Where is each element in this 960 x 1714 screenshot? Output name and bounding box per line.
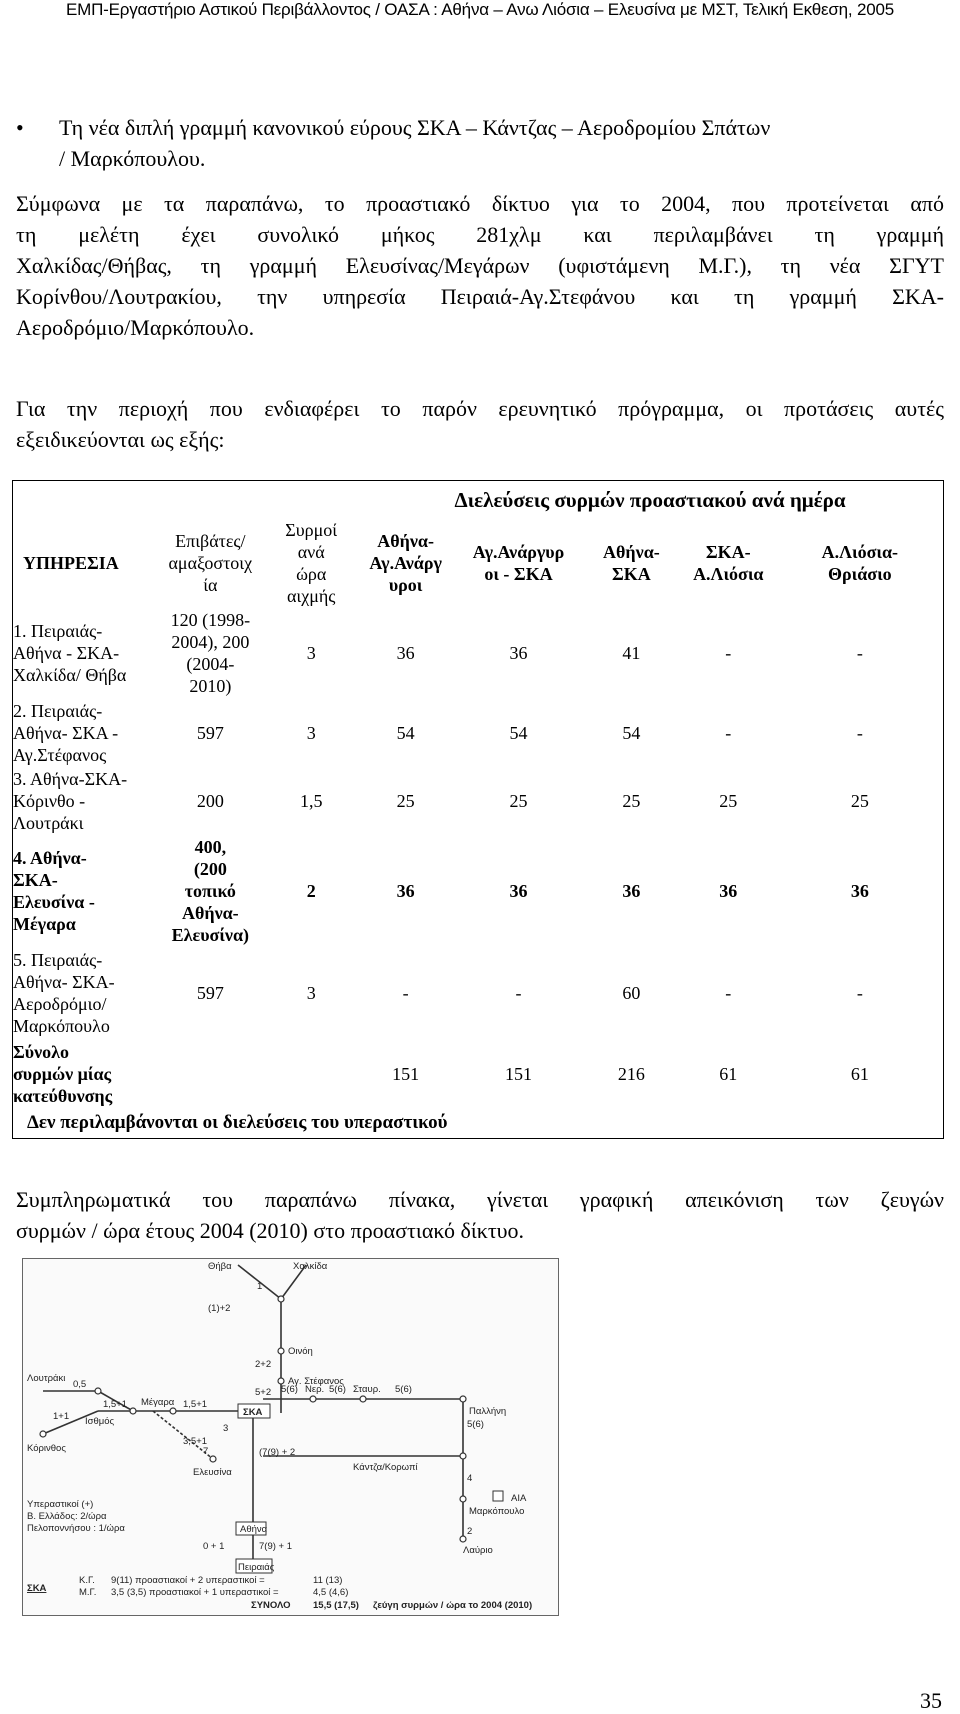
legend-c: 4,5 (4,6) <box>313 1587 349 1598</box>
station-label: Ελευσίνα <box>193 1467 232 1478</box>
bullet-line: / Μαρκόπουλου. <box>59 146 206 171</box>
legend-b: ΣΥΝΟΛΟ <box>251 1600 291 1611</box>
value-cell: - <box>856 722 863 743</box>
value-cell: 60 <box>622 982 641 1003</box>
services-table <box>12 480 944 1139</box>
station-label: ΣΚΑ <box>243 1407 263 1418</box>
header-aganargyroi-ska: Αγ.Ανάργυρ οι - ΣΚΑ <box>472 541 565 584</box>
total-label: Σύνολο συρμών μίας κατεύθυνσης <box>13 1041 113 1106</box>
station-label: Θήβα <box>208 1261 232 1272</box>
value-cell: 36 <box>622 880 641 901</box>
freq-label: 5(6) <box>395 1384 412 1395</box>
paragraph-line: Σύμφωνα με τα παραπάνω, το προαστιακό δίκτυο για το 2004, που προτείνεται από <box>16 191 944 216</box>
station-label: Κόρινθος <box>27 1443 66 1454</box>
service-cell: 1. Πειραιάς- Αθήνα - ΣΚΑ- Χαλκίδα/ Θήβα <box>13 620 127 685</box>
legend-line: Β. Ελλάδος: 2/ώρα <box>27 1511 107 1522</box>
value-cell: - <box>725 982 732 1003</box>
table-row <box>13 835 944 947</box>
value-cell: 36 <box>396 642 415 663</box>
header-passengers: Επιβάτες/ αμαξοστοιχ ία <box>168 530 253 595</box>
value-cell: - <box>725 642 732 663</box>
value-cell: 36 <box>509 880 528 901</box>
station-label: Σταυρ. <box>353 1384 381 1395</box>
freq-label: 4 <box>467 1473 473 1484</box>
value-cell: 36 <box>850 880 869 901</box>
page-header: ΕΜΠ-Εργαστήριο Αστικού Περιβάλλοντος / ΟΑΣΑ : Αθήνα – Ανω Λιόσια – Ελευσίνα με ΜΣΤ, Τελική Εκθεση, 2005 <box>65 0 894 19</box>
freq-label: 1,5+1 <box>183 1399 208 1410</box>
trains-cell: 3 <box>306 722 316 743</box>
legend-c: 11 (13) <box>313 1575 343 1586</box>
value-cell: - <box>856 642 863 663</box>
header-athina-ska: Αθήνα- ΣΚΑ <box>603 541 660 584</box>
header-athina-aganargyroi: Αθήνα- Αγ.Ανάργ υροι <box>369 530 442 595</box>
service-cell: 4. Αθήνα- ΣΚΑ- Ελευσίνα - Μέγαρα <box>13 847 95 934</box>
freq-label: 3 <box>223 1423 229 1434</box>
legend-b: 3,5 (3,5) προαστιακοί + 1 υπεραστικοί = <box>111 1587 279 1598</box>
group-header: Διελεύσεις συρμών προαστιακού ανά ημέρα <box>454 487 846 512</box>
value-cell: 25 <box>850 790 869 811</box>
bullet-symbol: • <box>16 115 24 140</box>
header-trains: Συρμοί ανά ώρα αιχμής <box>285 519 338 606</box>
value-cell: 41 <box>622 642 641 663</box>
station-label: Λουτράκι <box>27 1373 66 1384</box>
station-label: Μαρκόπουλο <box>469 1506 525 1517</box>
station-label: Αθήνα <box>240 1524 268 1535</box>
value-cell: - <box>515 982 522 1003</box>
value-cell: 25 <box>509 790 528 811</box>
page-number: 35 <box>920 1688 942 1713</box>
total-cell: 216 <box>617 1063 645 1084</box>
freq-label: 3,5+1 <box>183 1436 208 1447</box>
freq-label: (7(9) + 2 <box>259 1447 296 1458</box>
paragraph-line: Για την περιοχή που ενδιαφέρει το παρόν ερευνητικό πρόγραμμα, οι προτάσεις αυτές <box>16 396 944 421</box>
station-label: Κάντζα/Κορωπί <box>353 1462 418 1473</box>
paragraph-line: Αεροδρόμιο/Μαρκόπουλο. <box>16 315 255 340</box>
legend-d: ζεύγη συρμών / ώρα το 2004 (2010) <box>373 1600 533 1611</box>
value-cell: - <box>856 982 863 1003</box>
service-cell: 3. Αθήνα-ΣΚΑ- Κόρινθο - Λουτράκι <box>13 768 128 833</box>
freq-label: 1,5+1 <box>103 1399 128 1410</box>
trains-cell: 3 <box>306 642 316 663</box>
paragraph-region <box>16 393 944 455</box>
station-label: Ισθμός <box>85 1416 115 1427</box>
freq-label: 5(6) <box>281 1384 298 1395</box>
table-note: Δεν περιλαμβάνονται οι διελεύσεις του υπεραστικού <box>27 1112 448 1134</box>
paragraph-line: εξειδικεύονται ως εξής: <box>16 427 225 452</box>
table-row <box>13 767 944 835</box>
passengers-cell: 597 <box>196 982 224 1003</box>
legend-line: Υπεραστικοί (+) <box>27 1499 94 1510</box>
freq-label: (1)+2 <box>208 1303 231 1314</box>
table-row <box>13 947 944 1039</box>
total-cell: 61 <box>850 1063 869 1084</box>
table-row <box>13 699 944 767</box>
paragraph-supplement <box>16 1184 944 1246</box>
freq-label: 5+2 <box>255 1387 272 1398</box>
legend-ska: ΣΚΑ <box>27 1583 47 1594</box>
legend-a: Μ.Γ. <box>79 1587 97 1598</box>
freq-label: 2+2 <box>255 1359 272 1370</box>
value-cell: 25 <box>396 790 415 811</box>
value-cell: - <box>725 722 732 743</box>
paragraph-network <box>16 188 944 343</box>
station-label: Λαύριο <box>463 1545 493 1556</box>
passengers-cell: 120 (1998- 2004), 200 (2004- 2010) <box>170 609 251 696</box>
legend-line: Πελοποννήσου : 1/ώρα <box>27 1523 125 1534</box>
trains-cell: 3 <box>306 982 316 1003</box>
station-label: Παλλήνη <box>469 1406 507 1417</box>
trains-cell: 2 <box>306 880 316 901</box>
passengers-cell: 200 <box>196 790 224 811</box>
station-label: ΑΙΑ <box>511 1493 527 1504</box>
paragraph-line: Χαλκίδας/Θήβας, τη γραμμή Ελευσίνας/Μεγάρων (υφιστάμενη Μ.Γ.), τη νέα ΣΓΥΤ <box>16 253 944 278</box>
value-cell: 54 <box>509 722 528 743</box>
total-cell: 61 <box>719 1063 738 1084</box>
total-cell: 151 <box>392 1063 420 1084</box>
paragraph-line: τη μελέτη έχει συνολικό μήκος 281χλμ και περιλαμβάνει τη γραμμή <box>16 222 944 247</box>
value-cell: 25 <box>622 790 641 811</box>
station-label: Χαλκίδα <box>293 1261 328 1272</box>
value-cell: 36 <box>509 642 528 663</box>
header-service: ΥΠΗΡΕΣΙΑ <box>23 552 119 573</box>
station-label: Αγ. Στέφανος <box>288 1376 344 1387</box>
freq-label: 5(6) <box>467 1419 484 1430</box>
network-diagram <box>22 1258 559 1616</box>
freq-label: 7(9) + 1 <box>259 1541 293 1552</box>
header-aliosia-thriasio: Α.Λιόσια- Θριάσιο <box>821 541 899 584</box>
value-cell: 36 <box>396 880 415 901</box>
freq-label: 1 <box>257 1281 263 1292</box>
value-cell: 25 <box>719 790 738 811</box>
service-cell: 2. Πειραιάς- Αθήνα- ΣΚΑ - Αγ.Στέφανος <box>13 700 119 765</box>
value-cell: 54 <box>396 722 415 743</box>
table-row <box>13 607 944 699</box>
service-cell: 5. Πειραιάς- Αθήνα- ΣΚΑ- Αεροδρόμιο/ Μαρκόπουλο <box>13 949 115 1036</box>
legend-a: Κ.Γ. <box>79 1575 95 1586</box>
freq-label: 1+1 <box>53 1411 70 1422</box>
value-cell: 36 <box>719 880 738 901</box>
value-cell: - <box>402 982 409 1003</box>
paragraph-line: Συμπληρωματικά του παραπάνω πίνακα, γίνεται γραφική απεικόνιση των ζευγών <box>16 1187 944 1212</box>
station-label: Οινόη <box>288 1346 313 1357</box>
trains-cell: 1,5 <box>299 790 323 811</box>
station-label: Πειραιάς <box>238 1562 275 1573</box>
paragraph-line: Κορίνθου/Λουτρακίου, την υπηρεσία Πειραιά-Αγ.Στεφάνου και τη γραμμή ΣΚΑ- <box>16 284 944 309</box>
station-label: Νερ. <box>305 1384 325 1395</box>
value-cell: 54 <box>622 722 641 743</box>
total-cell: 151 <box>505 1063 533 1084</box>
paragraph-line: συρμών / ώρα έτους 2004 (2010) στο προαστιακό δίκτυο. <box>16 1218 525 1243</box>
legend-b: 9(11) προαστιακοί + 2 υπεραστικοί = <box>111 1575 265 1586</box>
freq-label: 5(6) <box>329 1384 346 1395</box>
station-label: Μέγαρα <box>141 1397 175 1408</box>
table-row-total <box>13 1039 944 1109</box>
legend-c: 15,5 (17,5) <box>313 1600 359 1611</box>
freq-label: 2 <box>467 1526 473 1537</box>
freq-label: 7 <box>203 1446 209 1457</box>
bullet-line: Τη νέα διπλή γραμμή κανονικού εύρους ΣΚΑ – Κάντζας – Αεροδρομίου Σπάτων <box>59 115 771 140</box>
freq-label: 0 + 1 <box>203 1541 225 1552</box>
freq-label: 0,5 <box>73 1379 87 1390</box>
header-ska-aliosia: ΣΚΑ- Α.Λιόσια <box>693 541 764 584</box>
passengers-cell: 400, (200 τοπικό Αθήνα- Ελευσίνα) <box>171 836 249 945</box>
passengers-cell: 597 <box>196 722 224 743</box>
